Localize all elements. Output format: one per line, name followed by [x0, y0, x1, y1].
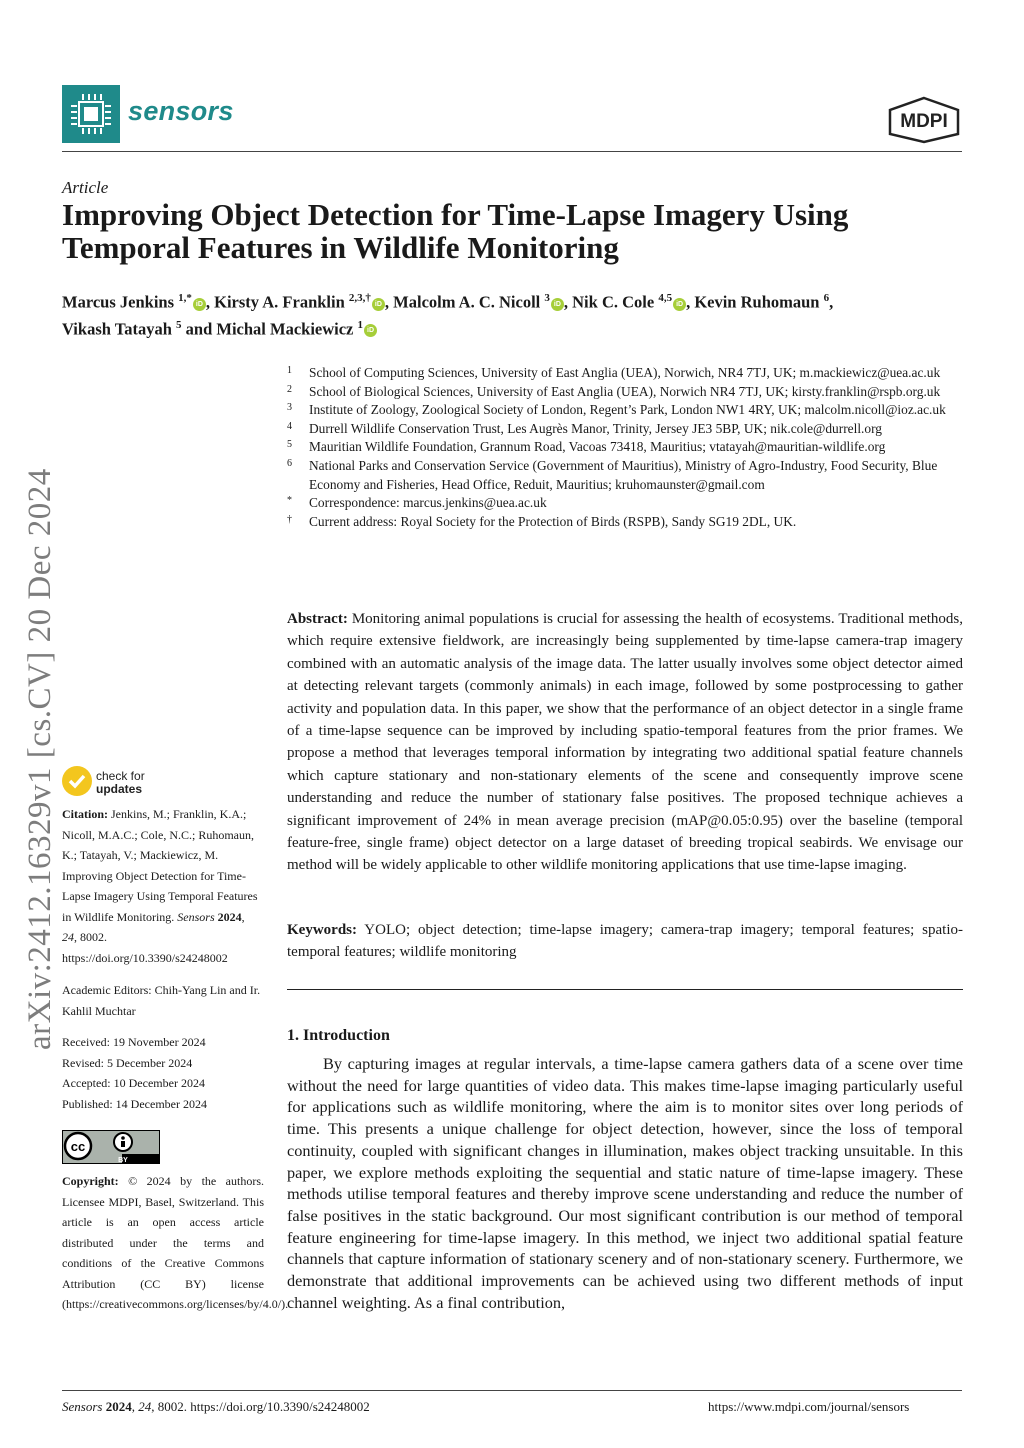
chip-icon	[62, 85, 120, 143]
affiliation-item	[287, 513, 967, 532]
affiliations	[287, 364, 967, 531]
footer-volume: 24	[138, 1399, 152, 1414]
journal-logo	[62, 85, 120, 143]
citation-year: 2024	[217, 909, 242, 924]
citation-journal: Sensors	[177, 909, 215, 924]
keywords-label: Keywords:	[287, 922, 357, 938]
affiliation-item	[287, 494, 967, 513]
citation-doi[interactable]: , 8002. https://doi.org/10.3390/s24248002	[62, 930, 228, 965]
affiliation-item	[287, 383, 967, 402]
affiliation-item	[287, 438, 967, 457]
author-list: Marcus Jenkins $^{1,*}$ iD , Kirsty A. Franklin $^{2,3,\dagger}$ iD , Malcolm A. C. Nicoll $^3$ iD , Nik C. Cole $^{4,5}$ iD , Kevin Ruhomaun $^6$, Vikash Tatayah $^5$ and Michal Mackiewicz $^1$ iD	[62, 292, 834, 338]
orcid-icon[interactable]: iD	[372, 298, 385, 311]
arxiv-stamp: arXiv:2412.16329v1 [cs.CV] 20 Dec 2024	[22, 468, 58, 1050]
author-affiliation-mark: 6	[823, 292, 830, 304]
affiliation-item	[287, 457, 967, 494]
affiliation-text: Durrell Wildlife Conservation Trust, Les Augrès Manor, Trinity, Jersey JE3 5BP, UK; nik.cole@durrell.org	[309, 420, 883, 436]
affiliation-mark: 5	[287, 439, 292, 451]
affiliation-item	[287, 401, 967, 420]
affiliation-mark: 1	[287, 365, 292, 376]
mdpi-logo[interactable]	[886, 96, 962, 144]
author-name[interactable]: Kirsty A. Franklin	[214, 292, 345, 312]
article-type: Article	[62, 178, 109, 197]
citation-block: Citation: Jenkins, M.; Franklin, K.A.; Nicoll, M.A.C.; Cole, N.C.; Ruhomaun, K.; Tatayah, V.; Mackiewicz, M. Improving Object Detection for Time-Lapse Imagery Using Temporal Features in Wildlife Monitoring. Sensors 2024, 24, 8002. https://doi.org/10.3390/s24248002	[62, 807, 258, 965]
check-for-updates-link[interactable]	[96, 770, 145, 796]
check-updates-line1: check for	[96, 769, 145, 783]
affiliation-text: School of Computing Sciences, University of East Anglia (UEA), Norwich, NR4 7TJ, UK; m.mackiewicz@uea.ac.uk	[309, 365, 941, 380]
affiliation-text: Correspondence: marcus.jenkins@uea.ac.uk	[309, 495, 547, 511]
footer-year: 2024	[105, 1399, 132, 1414]
author-name[interactable]: Vikash Tatayah	[62, 319, 172, 338]
abstract-label: Abstract:	[287, 611, 348, 627]
keywords-text: YOLO; object detection; time-lapse imagery; camera-trap imagery; temporal features; spatio-temporal features; wildlife monitoring	[287, 922, 963, 961]
author-name[interactable]: Kevin Ruhomaun	[694, 292, 820, 312]
author-affiliation-mark: 1	[357, 318, 364, 331]
section-divider	[287, 989, 963, 990]
header-divider	[62, 151, 962, 152]
abstract	[287, 608, 963, 877]
footer-journal: Sensors	[62, 1399, 103, 1414]
footer-journal-url[interactable]: https://www.mdpi.com/journal/sensors	[708, 1399, 910, 1414]
citation-volume: 24	[62, 930, 74, 944]
copyright-notice	[62, 1171, 289, 1315]
citation-text: Jenkins, M.; Franklin, K.A.; Nicoll, M.A.C.; Cole, N.C.; Ruhomaun, K.; Tatayah, V.; Mackiewicz, M. Improving Object Detection for Time-Lapse Imagery Using Temporal Features in Wildlife Monitoring.	[62, 807, 258, 924]
cc-icon: cc	[70, 1139, 86, 1154]
paper-title: Improving Object Detection for Time-Lapse Imagery Using Temporal Features in Wildlife Monitoring	[62, 197, 849, 265]
affiliation-mark: 2	[287, 383, 292, 395]
cc-by-license-badge[interactable]	[62, 1130, 160, 1164]
author-name[interactable]: Malcolm A. C. Nicoll	[393, 292, 541, 312]
affiliation-mark: †	[287, 513, 292, 525]
copyright-label: Copyright:	[62, 1174, 119, 1188]
affiliation-mark: 6	[287, 457, 292, 469]
affiliation-text: Institute of Zoology, Zoological Society of London, Regent’s Park, London NW1 4RY, UK; malcolm.nicoll@ioz.ac.uk	[309, 402, 946, 418]
affiliation-text: Mauritian Wildlife Foundation, Grannum Road, Vacoas 73418, Mauritius; vtatayah@mauritian-wildlife.org	[309, 439, 886, 455]
orcid-icon[interactable]: iD	[551, 298, 564, 311]
orcid-icon[interactable]: iD	[193, 298, 206, 311]
author-name[interactable]: Michal Mackiewicz	[216, 319, 354, 338]
attribution-icon	[121, 1136, 125, 1140]
published-date: Published: 14 December 2024	[62, 1096, 207, 1111]
accepted-date: Accepted: 10 December 2024	[62, 1076, 205, 1090]
check-updates-line2: updates	[96, 782, 143, 796]
affiliation-item	[287, 420, 967, 439]
affiliation-mark: *	[287, 495, 292, 507]
author-affiliation-mark: 2,3,†	[348, 292, 371, 304]
author-affiliation-mark: 4,5	[658, 292, 673, 304]
affiliation-item	[287, 364, 967, 383]
academic-editors: Academic Editors: Chih-Yang Lin and Ir. Kahlil Muchtar	[62, 983, 261, 1018]
mdpi-logo-text: MDPI	[900, 111, 948, 132]
section-heading: 1. Introduction	[287, 1027, 390, 1044]
author-affiliation-mark: 5	[176, 318, 182, 331]
copyright-text: © 2024 by the authors. Licensee MDPI, Basel, Switzerland. This article is an open access article distributed under the terms and conditions of the Creative Commons Attribution (CC BY) license (https://creativecommons.org/licenses/by/4.0/).	[62, 1174, 289, 1311]
affiliation-text: National Parks and Conservation Service (Government of Mauritius), Ministry of Agro-Industry, Food Security, Blue Economy and Fisheries, Head Office, Reduit, Mauritius; kruhomaunster@gmail.com	[309, 457, 938, 492]
footer-citation: Sensors 2024, 24, 8002. https://doi.org/10.3390/s24248002	[62, 1399, 370, 1414]
revised-date: Revised: 5 December 2024	[62, 1055, 193, 1070]
author-name[interactable]: Nik C. Cole	[572, 292, 655, 312]
footer-doi[interactable]: , 8002. https://doi.org/10.3390/s24248002	[151, 1399, 370, 1414]
orcid-icon[interactable]: iD	[364, 324, 377, 337]
author-name[interactable]: Marcus Jenkins	[62, 292, 175, 312]
orcid-icon[interactable]: iD	[673, 298, 686, 311]
author-affiliation-mark: 1,*	[178, 292, 192, 304]
affiliation-text: Current address: Royal Society for the Protection of Birds (RSPB), Sandy SG19 2DL, UK.	[309, 513, 797, 529]
keywords	[287, 919, 963, 964]
affiliation-mark: 4	[287, 420, 292, 432]
footer-divider	[62, 1390, 962, 1391]
introduction-text: By capturing images at regular intervals, a time-lapse camera gathers data of a scene over time without the need for large quantities of video data. This makes time-lapse imaging particularly useful for applications such as wildlife monitoring, where the aim is to monitor sites over long periods of time. This presents a unique challenge for object detection, however, since the loss of temporal continuity, coupled with significant changes in illumination, makes object tracking unsuitable. In this paper, we explore methods exploiting the sequential and static nature of time-lapse imagery. These methods utilise temporal features and thereby improve scene understanding and reduce the number of false positives in the static background. Our most significant contribution is our method of temporal feature engineering for time-lapse imagery. In this method, we inject two additional spatial feature channels that capture information of stationary scenery and of non-stationary scenery. Furthermore, we demonstrate that additional improvements can be achieved using two different methods of input channel weighting. As a final contribution,	[287, 1054, 963, 1312]
author-affiliation-mark: 3	[544, 292, 550, 304]
affiliation-mark: 3	[287, 402, 292, 414]
check-for-updates-icon[interactable]	[62, 766, 92, 796]
publication-dates	[62, 1032, 262, 1114]
abstract-text: Monitoring animal populations is crucial for assessing the health of ecosystems. Traditional methods, which require extensive fieldwork, are increasingly being supplemented by time-lapse camera-trap imagery combined with an automatic analysis of the image data. The latter usually involves some object detector aimed at detecting relevant targets (commonly animals) in each image, followed by some postprocessing to gather activity and population data. In this paper, we show that the performance of an object detector in a single frame of a time-lapse sequence can be improved by including spatio-temporal features from the prior frames. We propose a method that leverages temporal information by integrating two additional spatial feature channels which capture stationary and non-stationary elements of the scene and consequently improve scene understanding and reduce the number of stationary false positives. The proposed technique achieves a significant improvement of 24% in mean average precision (mAP@0.05:0.95) over the baseline (temporal feature-free, single frame) object detector on a large dataset of breeding tropical seabirds. We envisage our method will be widely applicable to other wildlife monitoring applications that use time-lapse imaging.	[287, 611, 964, 874]
citation-label: Citation:	[62, 807, 108, 821]
license-badge-text: BY	[118, 1157, 128, 1164]
received-date: Received: 19 November 2024	[62, 1035, 206, 1049]
affiliation-text: School of Biological Sciences, University of East Anglia (UEA), Norwich NR4 7TJ, UK; kirsty.franklin@rspb.org.uk	[309, 383, 941, 399]
journal-name[interactable]: sensors	[128, 96, 234, 126]
